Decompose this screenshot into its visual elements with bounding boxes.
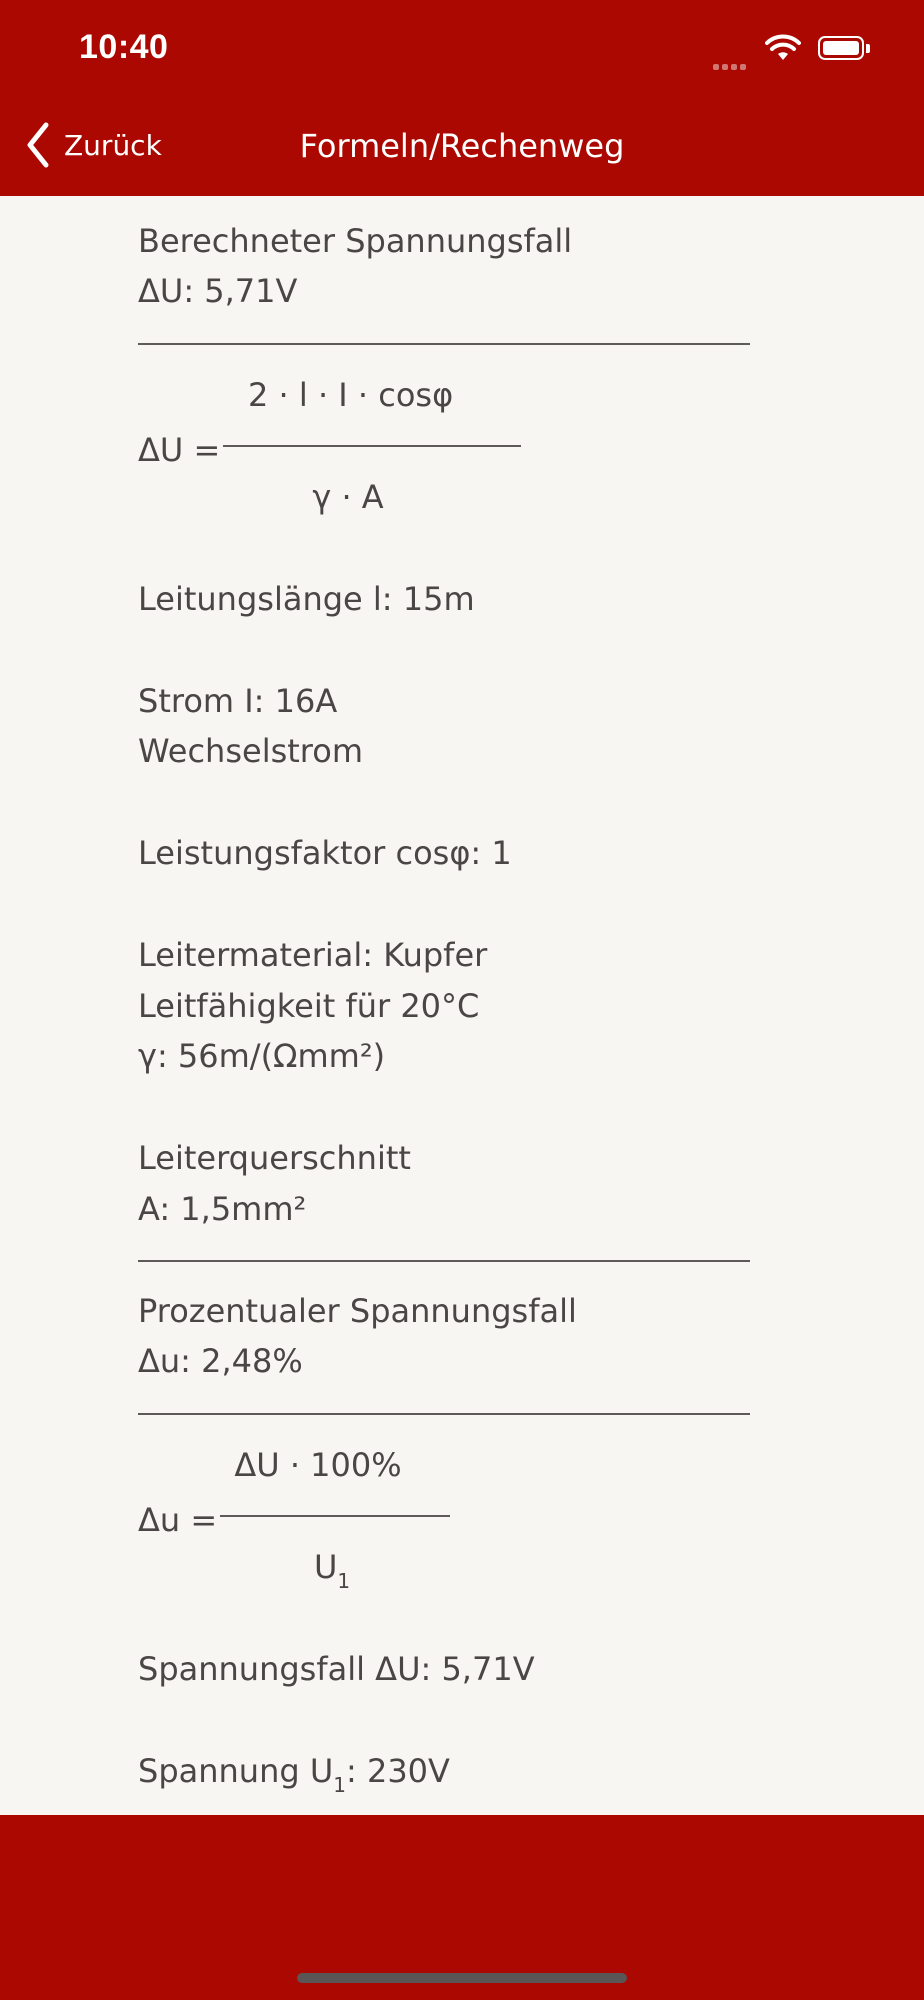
wifi-icon [765,34,801,62]
divider [138,1413,750,1415]
voltage-drop-result: ΔU: 5,71V [138,272,298,310]
formula-numerator: ΔU · 100% [234,1446,402,1484]
divider [138,343,750,345]
formula-lhs: ΔU = [138,431,221,469]
formula-numerator: 2 · l · I · cosφ [248,376,454,414]
formula-denominator: γ · A [312,478,384,516]
divider [138,1260,750,1262]
cellular-signal-icon [713,55,749,74]
battery-cap [866,44,870,53]
power-factor: Leistungsfaktor cosφ: 1 [138,834,512,872]
page-title: Formeln/Rechenweg [299,127,625,165]
fraction-line [223,445,521,447]
percentage-result: Δu: 2,48% [138,1342,303,1380]
conductivity-value: γ: 56m/(Ωmm²) [138,1037,386,1075]
formula-denominator: $U_1$ [314,1548,351,1593]
formula-lhs: Δu = [138,1501,218,1539]
line-length: Leitungslänge l: 15m [138,580,475,618]
home-indicator[interactable] [297,1973,627,1983]
conductor-material: Leitermaterial: Kupfer [138,936,488,974]
cross-section-value: A: 1,5mm² [138,1190,307,1228]
fraction-line [220,1515,450,1517]
conductivity-label: Leitfähigkeit für 20°C [138,987,480,1025]
current-value: Strom I: 16A [138,682,338,720]
voltage-drop: Spannungsfall ΔU: 5,71V [138,1650,535,1688]
cross-section-label: Leiterquerschnitt [138,1139,411,1177]
supply-voltage: Spannung $U_1$: 230V [138,1752,450,1797]
back-label: Zurück [64,128,162,162]
section-heading-percentage: Prozentualer Spannungsfall [138,1292,577,1330]
status-time: 10:40 [79,28,169,66]
battery-icon [818,36,864,60]
section-heading-voltage-drop: Berechneter Spannungsfall [138,222,573,260]
current-type: Wechselstrom [138,732,363,770]
